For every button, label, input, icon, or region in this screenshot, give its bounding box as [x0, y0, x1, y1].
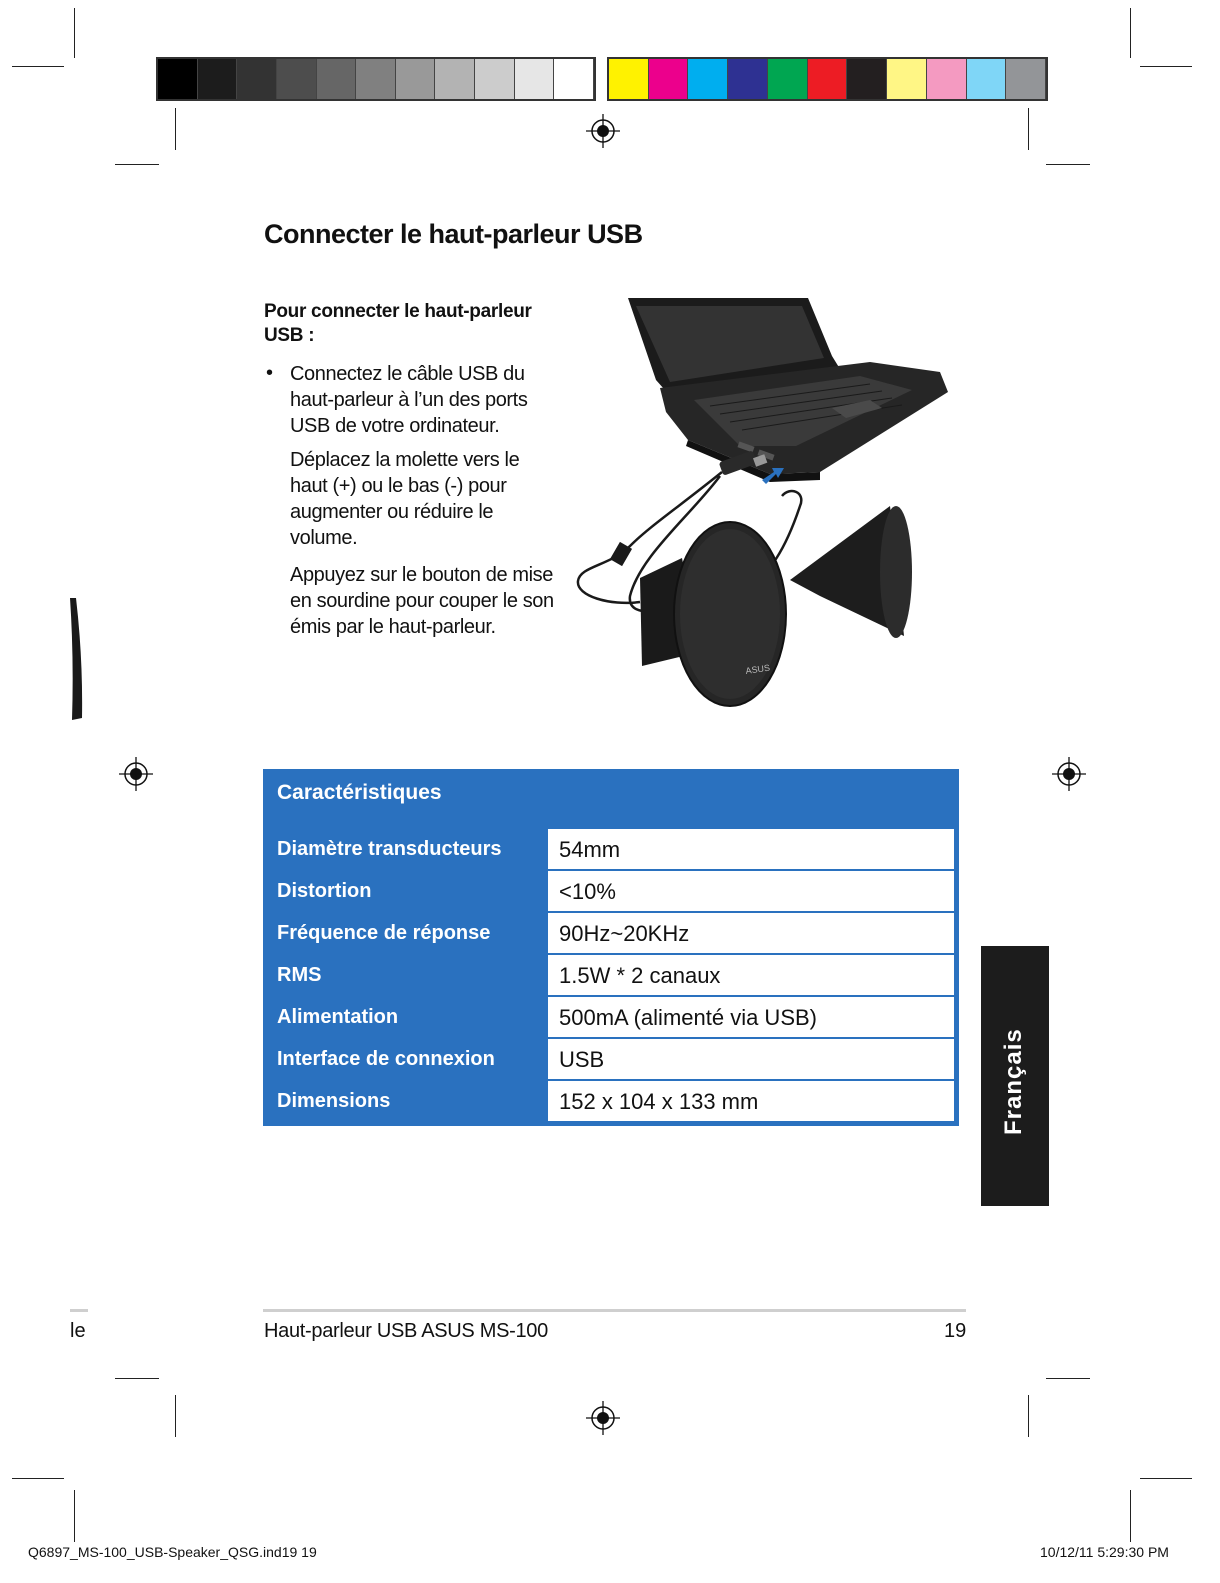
spec-value: 152 x 104 x 133 mm	[548, 1081, 954, 1121]
language-tab-label: Français	[1000, 1028, 1027, 1135]
color-swatch	[475, 59, 515, 99]
spec-value: <10%	[548, 871, 954, 911]
color-swatch	[515, 59, 555, 99]
crop-mark	[1140, 1478, 1192, 1479]
color-swatch	[1006, 59, 1046, 99]
table-row	[268, 997, 954, 1038]
color-swatch	[768, 59, 808, 99]
bullet-icon: •	[266, 362, 274, 384]
spec-label: Alimentation	[277, 1006, 399, 1028]
spec-value: 90Hz~20KHz	[548, 913, 954, 953]
step-volume-wheel: Déplacez la molette vers le haut (+) ou le bas (-) pour augmenter ou réduire le volume.	[290, 449, 520, 549]
color-swatch	[688, 59, 728, 99]
color-swatch	[649, 59, 689, 99]
crop-mark	[1046, 1378, 1090, 1379]
crop-mark	[74, 8, 75, 58]
footer-rule-fragment	[70, 1309, 88, 1312]
color-swatch	[887, 59, 927, 99]
slug-filename: Q6897_MS-100_USB-Speaker_QSG.ind19 19	[28, 1544, 317, 1560]
color-swatch	[847, 59, 887, 99]
speaker-logo: ASUS	[744, 662, 771, 676]
color-swatch	[356, 59, 396, 99]
color-swatch	[728, 59, 768, 99]
color-swatch	[198, 59, 238, 99]
table-row	[268, 829, 954, 870]
table-row	[268, 871, 954, 912]
spec-value: USB	[548, 1039, 954, 1079]
page-title: Connecter le haut-parleur USB	[264, 219, 643, 249]
color-swatch	[927, 59, 967, 99]
spec-label: Fréquence de réponse	[277, 922, 491, 944]
instructions-subheading: Pour connecter le haut-parleur USB :	[264, 301, 532, 346]
crop-mark	[175, 1395, 176, 1437]
crop-mark	[115, 1378, 159, 1379]
color-swatch	[554, 59, 594, 99]
crop-mark	[175, 108, 176, 150]
spec-value: 54mm	[548, 829, 954, 869]
step-connect-cable: Connectez le câble USB du haut-parleur à l’un des ports USB de votre ordinateur.	[290, 363, 528, 437]
table-row	[268, 955, 954, 996]
registration-mark-icon	[119, 757, 153, 791]
table-row	[268, 1039, 954, 1080]
spec-label: RMS	[277, 964, 322, 986]
spec-label: Dimensions	[277, 1090, 391, 1112]
color-swatch	[237, 59, 277, 99]
color-swatch	[317, 59, 357, 99]
color-swatch	[609, 59, 649, 99]
specifications-header: Caractéristiques	[277, 781, 442, 804]
specifications-table	[263, 769, 959, 1126]
color-swatch-bar	[607, 57, 1048, 101]
adjacent-page-footer-fragment: le	[70, 1320, 86, 1342]
color-swatch	[435, 59, 475, 99]
spec-value: 500mA (alimenté via USB)	[548, 997, 954, 1037]
crop-mark	[1046, 164, 1090, 165]
step-mute-button: Appuyez sur le bouton de mise en sourdine pour couper le son émis par le haut-parleur.	[290, 564, 554, 638]
registration-mark-icon	[586, 1401, 620, 1435]
crop-mark	[1140, 66, 1192, 67]
adjacent-page-edge	[68, 598, 86, 722]
crop-mark	[1028, 1395, 1029, 1437]
registration-mark-icon	[1052, 757, 1086, 791]
crop-mark	[12, 1478, 64, 1479]
crop-mark	[74, 1490, 75, 1542]
color-swatch	[158, 59, 198, 99]
crop-mark	[1130, 1490, 1131, 1542]
crop-mark	[115, 164, 159, 165]
spec-label: Interface de connexion	[277, 1048, 495, 1070]
grayscale-swatch-bar	[156, 57, 596, 101]
page-number: 19	[944, 1320, 967, 1342]
table-row	[268, 1081, 954, 1122]
table-row	[268, 913, 954, 954]
spec-label: Distortion	[277, 880, 372, 902]
color-swatch	[277, 59, 317, 99]
laptop-speaker-illustration	[570, 296, 960, 708]
crop-mark	[1130, 8, 1131, 58]
footer-rule	[263, 1309, 966, 1312]
color-swatch	[808, 59, 848, 99]
spec-label: Diamètre transducteurs	[277, 838, 502, 860]
color-swatch	[967, 59, 1007, 99]
footer-product-name: Haut-parleur USB ASUS MS-100	[264, 1320, 548, 1342]
spec-value: 1.5W * 2 canaux	[548, 955, 954, 995]
crop-mark	[12, 66, 64, 67]
registration-mark-icon	[586, 114, 620, 148]
crop-mark	[1028, 108, 1029, 150]
color-swatch	[396, 59, 436, 99]
slug-timestamp: 10/12/11 5:29:30 PM	[1040, 1544, 1169, 1560]
